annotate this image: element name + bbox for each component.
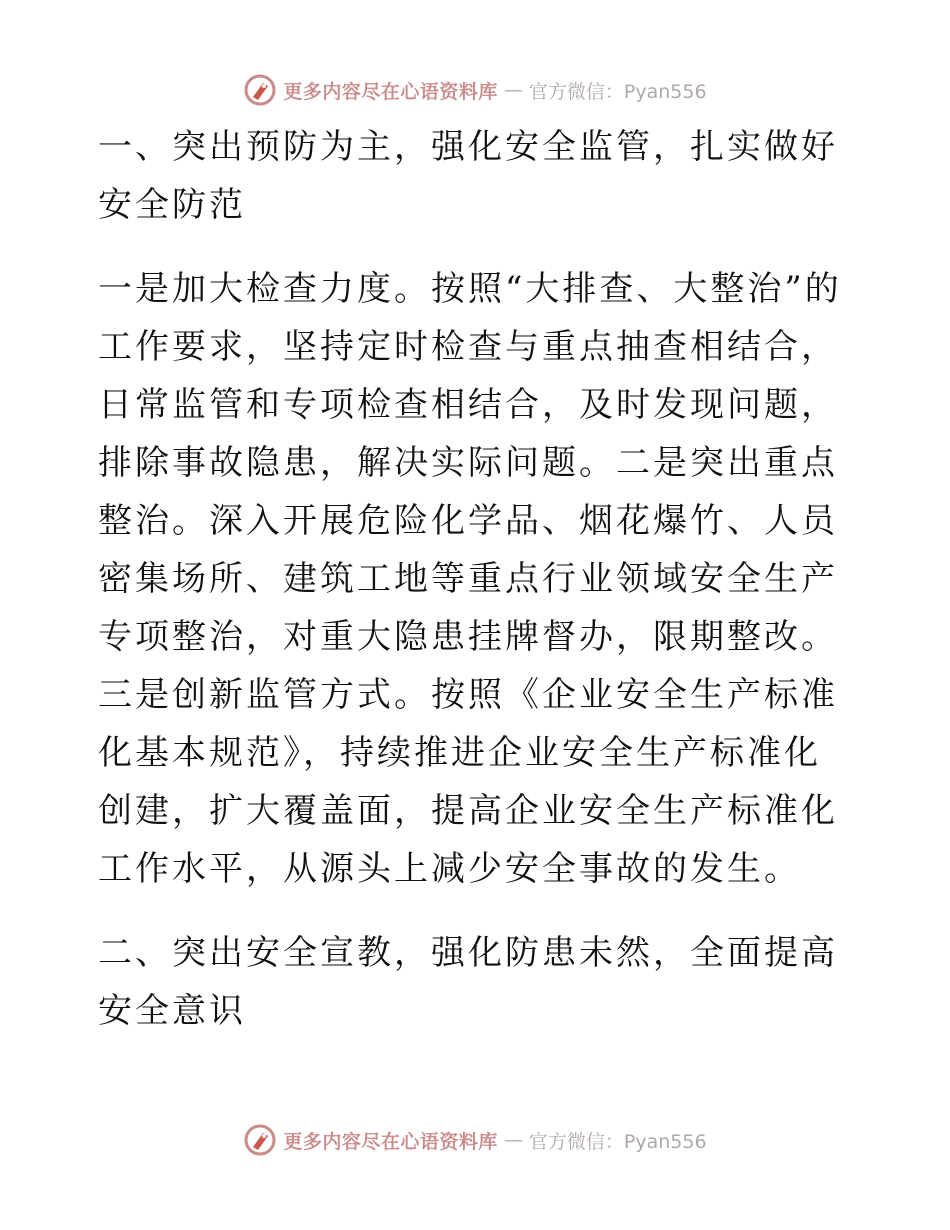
banner-wechat: 官方微信：Pyan556 bbox=[528, 1130, 707, 1153]
header-banner bbox=[0, 68, 950, 112]
banner-wechat: 官方微信：Pyan556 bbox=[528, 80, 707, 103]
footer-banner bbox=[0, 1118, 950, 1162]
section-heading-1: 一、突出预防为主，强化安全监管，扎实做好安全防范 bbox=[98, 127, 838, 225]
pen-nib-logo-icon bbox=[243, 1123, 277, 1157]
banner-title: 更多内容尽在心语资料库 bbox=[283, 1130, 498, 1153]
section-body-1: 一是加大检查力度。按照“大排查、大整治”的工作要求，坚持定时检查与重点抽查相结合，日常监管和专项检查相结合，及时发现问题，排除事故隐患，解决实际问题。二是突出重点整治。深入开展危险化学品、烟花爆竹、人员密集场所、建筑工地等重点行业领域安全生产专项整治，对重大隐患挂牌督办，限期整改。三是创新监管方式。按照《企业安全生产标准化基本规范》，持续推进企业安全生产标准化创建，扩大覆盖面，提高企业安全生产标准化工作水平，从源头上减少安全事故的发生。 bbox=[98, 269, 842, 889]
document-body bbox=[98, 118, 850, 1040]
section-heading-2: 二、突出安全宣教，强化防患未然，全面提高安全意识 bbox=[98, 933, 838, 1031]
banner-separator: — bbox=[503, 1129, 523, 1151]
banner-separator: — bbox=[503, 79, 523, 101]
pen-nib-logo-icon bbox=[243, 73, 277, 107]
banner-title: 更多内容尽在心语资料库 bbox=[283, 80, 498, 103]
